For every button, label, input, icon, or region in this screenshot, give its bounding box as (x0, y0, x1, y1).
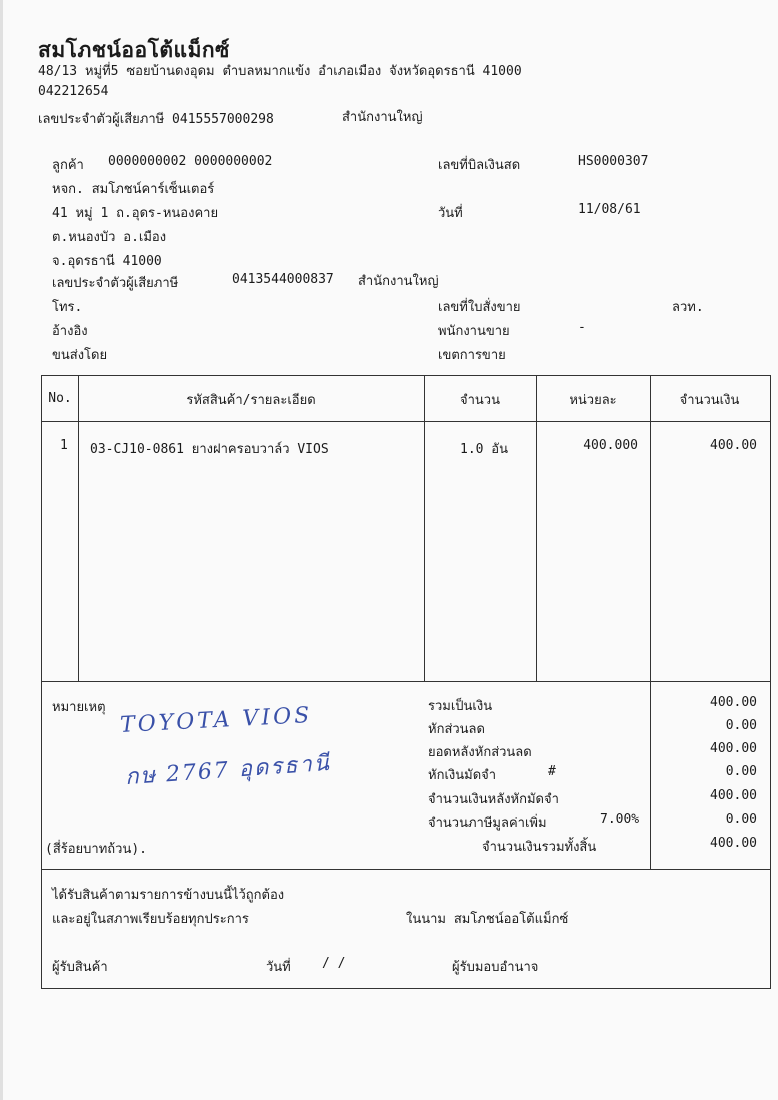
total-value-deposit: 0.00 (725, 764, 757, 779)
receiver-signature-label: ผู้รับสินค้า (52, 960, 108, 975)
bill-date-label: วันที่ (438, 206, 463, 221)
grand-total-label: จำนวนเงินรวมทั้งสิ้น (482, 840, 597, 855)
total-vat-rate: 7.00% (600, 812, 640, 827)
customer-ship-label: ขนส่งโดย (52, 348, 108, 363)
total-label-discount: หักส่วนลด (428, 722, 485, 737)
bill-date-value: 11/08/61 (578, 202, 641, 217)
grand-total-value: 400.00 (710, 836, 757, 851)
total-label-deposit: หักเงินมัดจำ (428, 768, 497, 783)
customer-label: ลูกค้า (52, 158, 84, 173)
total-label-vat: จำนวนภาษีมูลค่าเพิ่ม (428, 816, 547, 831)
customer-branch: สำนักงานใหญ่ (358, 274, 439, 289)
company-name: สมโภชน์ออโต้แม็กซ์ (38, 38, 230, 62)
handwritten-plate: กษ 2767 อุดรธานี (124, 750, 332, 791)
on-behalf-of: ในนาม สมโภชน์ออโต้แม็กซ์ (406, 912, 569, 927)
bill-sales-label: พนักงานขาย (438, 324, 510, 339)
handwritten-car-model: TOYOTA VIOS (119, 702, 313, 739)
total-label-after-discount: ยอดหลังหักส่วนลด (428, 745, 532, 760)
row-amount: 400.00 (710, 438, 757, 453)
row-desc: 03-CJ10-0861 ยางฝาครอบวาล์ว VIOS (90, 442, 329, 457)
receive-date-slashes: / / (322, 956, 346, 971)
receive-date-label: วันที่ (266, 960, 291, 975)
header-desc: รหัสสินค้า/รายละเอียด (186, 393, 316, 408)
customer-tax-label: เลขประจำตัวผู้เสียภาษี (52, 276, 179, 291)
company-branch: สำนักงานใหญ่ (342, 110, 423, 125)
remarks-label: หมายเหตุ (52, 700, 106, 715)
company-phone: 042212654 (38, 84, 109, 99)
totals-divider (41, 869, 770, 870)
customer-name: หจก. สมโภชน์คาร์เซ็นเตอร์ (52, 182, 215, 197)
total-value-after-discount: 400.00 (710, 741, 757, 756)
bill-no-label: เลขที่บิลเงินสด (438, 158, 521, 173)
bill-po-value: ลวท. (672, 300, 704, 315)
total-value-vat: 0.00 (725, 812, 757, 827)
bill-no-value: HS0000307 (578, 154, 649, 169)
authorized-signature-label: ผู้รับมอบอำนาจ (452, 960, 539, 975)
customer-phone-label: โทร. (52, 300, 83, 315)
table-body-divider (41, 681, 770, 682)
header-qty: จำนวน (460, 393, 500, 408)
total-value-discount: 0.00 (725, 718, 757, 733)
total-value-after-deposit: 400.00 (710, 788, 757, 803)
customer-tax-id: 0413544000837 (232, 272, 334, 287)
total-value-sum: 400.00 (710, 695, 757, 710)
header-unit: หน่วยละ (569, 393, 617, 408)
total-deposit-mark: # (548, 764, 556, 779)
amount-in-words: (สี่ร้อยบาทถ้วน). (45, 842, 148, 857)
col-divider-qty (536, 375, 537, 681)
received-statement-1: ได้รับสินค้าตามรายการข้างบนนี้ไว้ถูกต้อง (52, 888, 285, 903)
row-qty: 1.0 อัน (460, 442, 509, 457)
customer-address-2: ต.หนองบัว อ.เมือง (52, 230, 167, 245)
customer-codes: 0000000002 0000000002 (108, 154, 273, 169)
col-divider-unit (650, 375, 651, 869)
bill-area-label: เขตการขาย (438, 348, 506, 363)
total-label-sum: รวมเป็นเงิน (428, 699, 493, 714)
received-statement-2: และอยู่ในสภาพเรียบร้อยทุกประการ (52, 912, 249, 927)
header-no: No. (48, 391, 72, 406)
customer-address-3: จ.อุดรธานี 41000 (52, 254, 162, 269)
company-tax-id: เลขประจำตัวผู้เสียภาษี 0415557000298 (38, 112, 274, 127)
table-header-divider (41, 421, 770, 422)
bill-po-label: เลขที่ใบสั่งขาย (438, 300, 521, 315)
col-divider-desc (424, 375, 425, 681)
company-address: 48/13 หมู่ที่5 ซอยบ้านดงอุดม ตำบลหมากแข้ง อำเภอเมือง จังหวัดอุดรธานี 41000 (38, 64, 522, 79)
header-amount: จำนวนเงิน (679, 393, 740, 408)
row-unit-price: 400.000 (583, 438, 638, 453)
customer-ref-label: อ้างอิง (52, 324, 88, 339)
total-label-after-deposit: จำนวนเงินหลังหักมัดจำ (428, 792, 559, 807)
customer-address-1: 41 หมู่ 1 ถ.อุดร-หนองคาย (52, 206, 219, 221)
col-divider-no (78, 375, 79, 681)
row-no: 1 (60, 438, 68, 453)
scan-edge (0, 0, 3, 1100)
bill-sales-value: - (578, 320, 586, 335)
